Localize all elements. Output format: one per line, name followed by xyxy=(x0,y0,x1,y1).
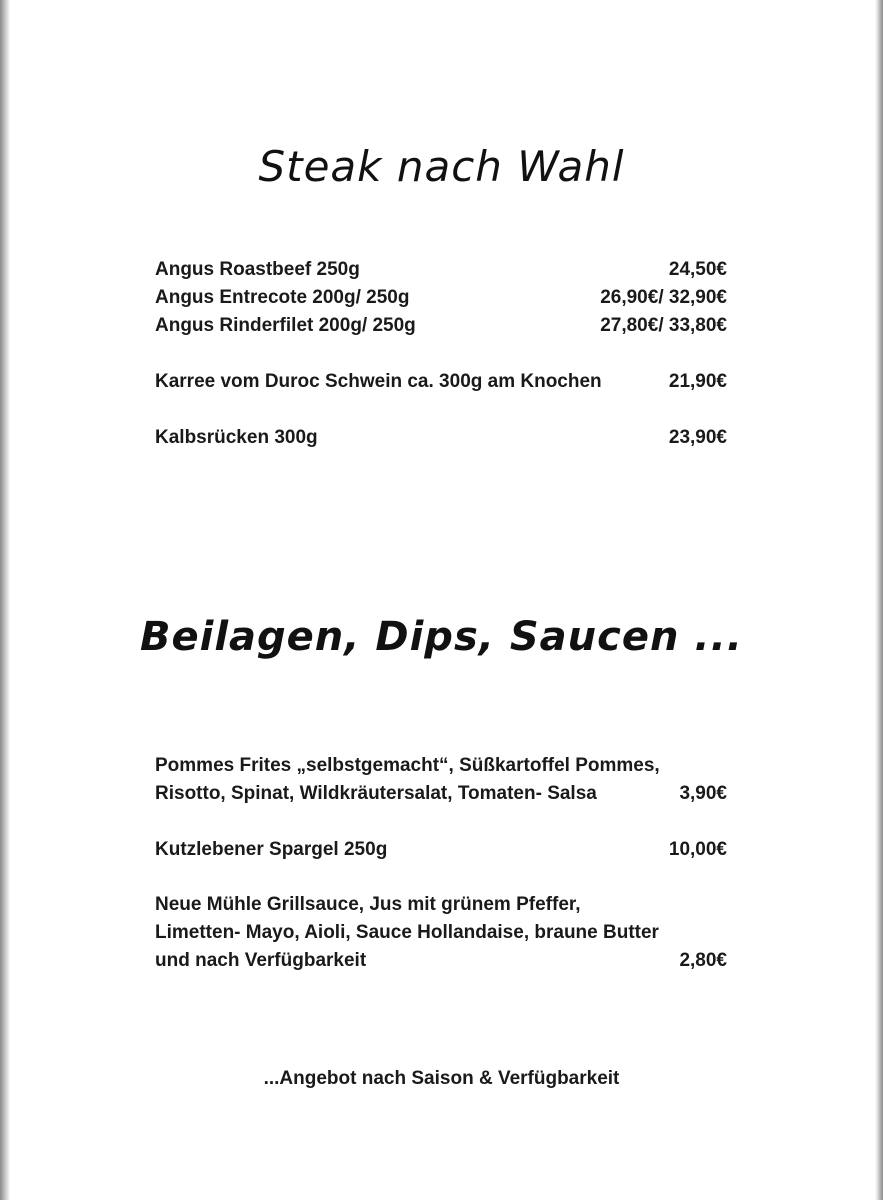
menu-item-price: 21,90€ xyxy=(668,371,727,392)
section-title-steak: Steak nach Wahl xyxy=(258,142,625,191)
menu-item-price: 23,90€ xyxy=(668,427,727,448)
menu-item-kalbsruecken xyxy=(155,424,727,452)
menu-item-name: und nach Verfügbarkeit xyxy=(155,950,367,971)
menu-item-name: Angus Entrecote 200g/ 250g xyxy=(155,287,410,308)
menu-item-name: Kalbsrücken 300g xyxy=(155,427,318,448)
menu-item-saucen-line-2 xyxy=(155,919,727,947)
menu-item-name: Pommes Frites „selbstgemacht“, Süßkartoffel Pommes, xyxy=(155,755,660,776)
menu-item-price: 26,90€/ 32,90€ xyxy=(600,287,727,308)
section-title-beilagen: Beilagen, Dips, Saucen ... xyxy=(140,614,743,660)
menu-item-name: Karree vom Duroc Schwein ca. 300g am Knochen xyxy=(155,371,602,392)
menu-item-price: 10,00€ xyxy=(668,839,727,860)
menu-item-name: Risotto, Spinat, Wildkräutersalat, Tomaten- Salsa xyxy=(155,783,597,804)
menu-item-kutzlebener-spargel xyxy=(155,836,727,864)
menu-item-angus-rinderfilet xyxy=(155,312,727,340)
menu-item-price: 24,50€ xyxy=(668,259,727,280)
menu-item-angus-entrecote xyxy=(155,284,727,312)
menu-item-name: Angus Rinderfilet 200g/ 250g xyxy=(155,315,416,336)
menu-item-price: 3,90€ xyxy=(679,783,727,804)
footer-note: ...Angebot nach Saison & Verfügbarkeit xyxy=(263,1068,620,1089)
menu-item-name: Limetten- Mayo, Aioli, Sauce Hollandaise, braune Butter xyxy=(155,922,659,943)
menu-item-name: Neue Mühle Grillsauce, Jus mit grünem Pfeffer, xyxy=(155,894,581,915)
menu-item-angus-roastbeef xyxy=(155,256,727,284)
menu-item-price: 2,80€ xyxy=(679,950,727,971)
menu-item-saucen-line-1 xyxy=(155,891,727,919)
menu-item-price: 27,80€/ 33,80€ xyxy=(600,315,727,336)
menu-item-saucen-line-3 xyxy=(155,947,727,975)
menu-item-beilagen-line-2 xyxy=(155,780,727,808)
menu-item-name: Kutzlebener Spargel 250g xyxy=(155,839,388,860)
menu-item-beilagen-line-1 xyxy=(155,752,727,780)
menu-item-karree-duroc xyxy=(155,368,727,396)
menu-item-name: Angus Roastbeef 250g xyxy=(155,259,360,280)
